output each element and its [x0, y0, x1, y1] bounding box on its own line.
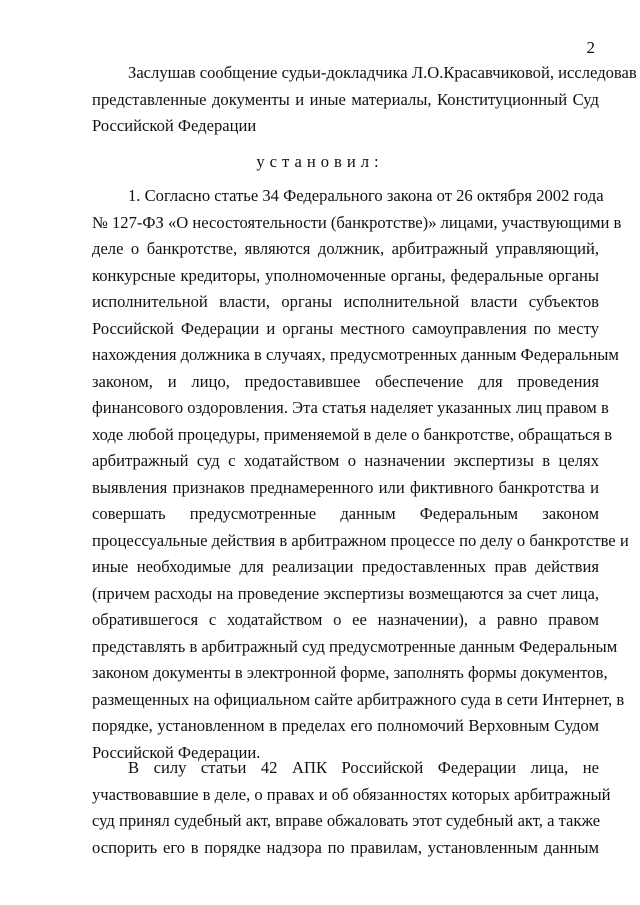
paragraph-line: нахождения должника в случаях, предусмотренных данным Федеральным: [92, 345, 619, 364]
paragraph-line: № 127-ФЗ «О несостоятельности (банкротстве)» лицами, участвующими в: [92, 212, 622, 232]
paragraph-line: деле о банкротстве, являются должник, арбитражный управляющий,: [92, 239, 599, 258]
paragraph-line: конкурсные кредиторы, уполномоченные органы, федеральные органы: [92, 265, 599, 285]
intro-paragraph: [92, 60, 637, 140]
paragraph-line: (причем расходы на проведение экспертизы возмещаются за счет лица,: [92, 583, 599, 603]
intro-line: представленные документы и иные материалы, Конституционный Суд: [92, 89, 599, 109]
paragraph-line: суд принял судебный акт, вправе обжаловать этот судебный акт, а также: [92, 811, 601, 830]
paragraph-line: ходе любой процедуры, применяемой в деле о банкротстве, обращаться в: [92, 424, 613, 444]
paragraph-line: оспорить его в порядке надзора по правилам, установленным данным: [92, 837, 599, 857]
paragraph-line: процессуальные действия в арбитражном процессе по делу о банкротстве и: [92, 530, 629, 550]
paragraph-line: Российской Федерации.: [92, 742, 261, 762]
intro-line: Российской Федерации: [92, 116, 257, 135]
paragraph-line: совершать предусмотренные данным Федеральным законом: [92, 504, 599, 523]
paragraph-line: выявления признаков преднамеренного или фиктивного банкротства и: [92, 477, 599, 497]
paragraph-1: [92, 183, 629, 766]
intro-line: Заслушав сообщение судьи-докладчика Л.О.Красавчиковой, исследовав: [128, 63, 637, 82]
page-number: 2: [586, 38, 595, 57]
paragraph-line: Российской Федерации и органы местного самоуправления по месту: [92, 318, 599, 338]
paragraph-line: финансового оздоровления. Эта статья наделяет указанных лиц правом в: [92, 398, 609, 417]
paragraph-line: В силу статьи 42 АПК Российской Федерации лица, не: [128, 758, 599, 777]
paragraph-2: [92, 755, 611, 861]
paragraph-line: иные необходимые для реализации предоставленных прав действия: [92, 557, 599, 576]
paragraph-line: законом, и лицо, предоставившее обеспечение для проведения: [92, 371, 599, 391]
paragraph-line: представлять в арбитражный суд предусмотренные данным Федеральным: [92, 636, 618, 656]
paragraph-line: законом документы в электронной форме, заполнять формы документов,: [92, 663, 608, 682]
paragraph-line: исполнительной власти, органы исполнительной власти субъектов: [92, 292, 599, 311]
paragraph-line: участвовавшие в деле, о правах и об обязанностях которых арбитражный: [92, 784, 611, 804]
paragraph-line: 1. Согласно статье 34 Федерального закона от 26 октября 2002 года: [128, 186, 604, 205]
paragraph-line: размещенных на официальном сайте арбитражного суда в сети Интернет, в: [92, 689, 625, 709]
paragraph-line: арбитражный суд с ходатайством о назначении экспертизы в целях: [92, 451, 599, 470]
paragraph-line: обратившегося с ходатайством о ее назначении), а равно правом: [92, 610, 599, 629]
paragraph-line: порядке, установленном в пределах его полномочий Верховным Судом: [92, 716, 599, 735]
ruling-heading: установил:: [256, 152, 384, 171]
